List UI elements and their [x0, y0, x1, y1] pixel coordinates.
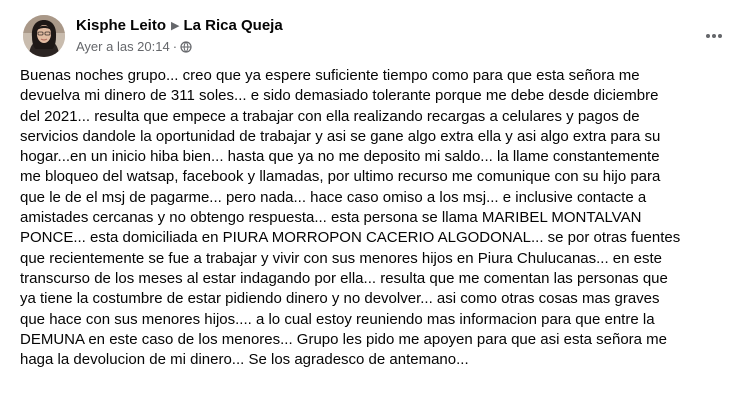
post-body-line: hogar...en un inicio hiba bien... hasta que ya no me deposito mi saldo... la llame constantemente	[20, 148, 660, 166]
post-body-line: PONCE... esta domiciliada en PIURA MORROPON CACERIO ALGODONAL... se por otras fuentes	[20, 229, 681, 247]
group-name[interactable]: La Rica Queja	[183, 17, 283, 34]
post-body	[20, 66, 732, 370]
post-body-line: haga la devolucion de mi dinero... Se los agradesco de antemano...	[20, 351, 469, 369]
post-header	[20, 12, 734, 62]
avatar[interactable]	[23, 15, 65, 57]
author-name[interactable]: Kisphe Leito	[76, 17, 167, 34]
author-line	[76, 16, 283, 36]
post-body-line: me bloqueo del watsap, facebook y llamadas, por ultimo recurso me comunique con su hijo para	[20, 168, 661, 186]
post-subline	[76, 38, 283, 58]
post-body-line: transcurso de los meses al estar indagando por ella... resulta que me comentan las personas que	[20, 269, 668, 287]
post-body-line: que hace con sus menores hijos.... a lo cual estoy reuniendo mas informacion para que entre la	[20, 310, 655, 328]
post-body-line: amistades cercanas y no obtengo respuesta... esta persona se llama MARIBEL MONTALVAN	[20, 209, 642, 227]
post-timestamp[interactable]: Ayer a las 20:14	[76, 39, 170, 54]
more-options-icon[interactable]	[698, 20, 730, 52]
post-body-line: Buenas noches grupo... creo que ya espere suficiente tiempo como para que esta señora me	[20, 67, 640, 84]
separator-dot: ·	[172, 39, 178, 54]
post-body-line: devuelva mi dinero de 311 soles... e sido demasiado tolerante porque me debe desde diciembre	[20, 87, 659, 105]
post-body-line: que le de el msj de pagarme... pero nada... hace caso omiso a los msj... e inclusive contacte a	[20, 188, 647, 206]
caret-right-icon: ▶	[171, 20, 180, 32]
post-meta	[76, 16, 283, 58]
post-body-line: del 2021... resulta que empece a trabajar con ella realizando recargas a celulares y pagos de	[20, 107, 640, 125]
post-body-line: DEMUNA en este caso de los menores... Grupo les pido me apoyen para que asi esta señora me	[20, 330, 668, 348]
post-body-line: que recientemente se fue a trabajar y vivir con sus menores hijos en Piura Chulucanas... en este	[20, 249, 663, 267]
globe-icon[interactable]	[180, 40, 192, 58]
post-body-line: servicios dandole la oportunidad de trabajar y asi se gane algo extra ella y asi algo extra para su	[20, 127, 661, 145]
post-body-line: ya tiene la costumbre de estar pidiendo dinero y no devolver... asi como otras cosas mas graves	[20, 290, 660, 308]
